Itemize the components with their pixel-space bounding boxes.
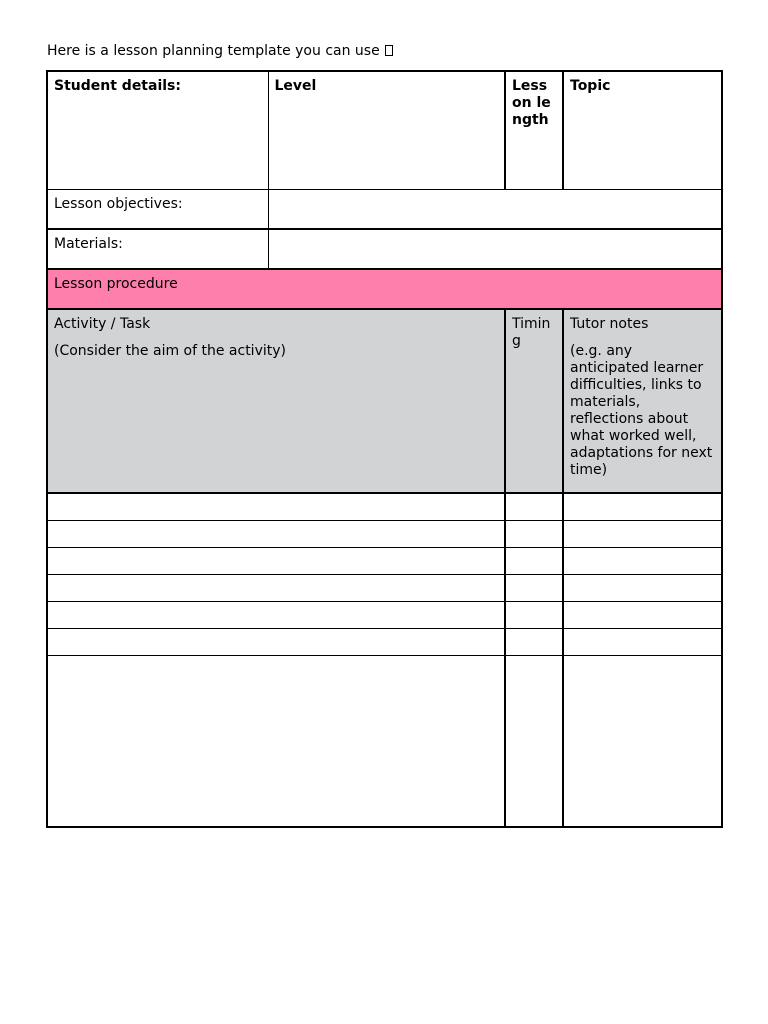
tutor-notes-input-cell[interactable] — [563, 601, 722, 628]
timing-input-cell[interactable] — [505, 574, 563, 601]
tutor-notes-input-cell[interactable] — [563, 547, 722, 574]
materials-label-cell — [47, 229, 268, 269]
activity-input-cell[interactable] — [47, 493, 505, 520]
student-details-cell[interactable] — [47, 71, 268, 189]
timing-input-cell[interactable] — [505, 547, 563, 574]
tutor-notes-note: (e.g. any anticipated learner difficulties, links to materials, reflections about what worked well, adaptations for next time) — [570, 343, 713, 478]
student-details-label: Student details: — [54, 78, 181, 94]
tutor-notes-header-cell — [563, 309, 722, 493]
procedure-band — [47, 269, 722, 309]
lesson-plan-table — [46, 70, 723, 828]
activity-header-cell — [47, 309, 505, 493]
activity-input-cell[interactable] — [47, 547, 505, 574]
timing-input-cell[interactable] — [505, 655, 563, 827]
procedure-row — [47, 547, 722, 574]
procedure-row — [47, 601, 722, 628]
activity-note: (Consider the aim of the activity) — [54, 343, 286, 359]
procedure-row — [47, 520, 722, 547]
activity-title: Activity / Task — [54, 316, 151, 332]
lesson-length-label: Lesson length — [512, 78, 551, 128]
activity-input-cell[interactable] — [47, 655, 505, 827]
tutor-notes-title: Tutor notes — [570, 316, 649, 332]
tutor-notes-input-cell[interactable] — [563, 655, 722, 827]
intro-label: Here is a lesson planning template you can use — [47, 43, 380, 59]
procedure-label: Lesson procedure — [54, 276, 178, 292]
header-row — [47, 71, 722, 189]
materials-row — [47, 229, 722, 269]
materials-input-cell[interactable] — [268, 229, 722, 269]
timing-input-cell[interactable] — [505, 628, 563, 655]
timing-input-cell[interactable] — [505, 601, 563, 628]
procedure-row-large — [47, 655, 722, 827]
activity-input-cell[interactable] — [47, 520, 505, 547]
topic-cell[interactable] — [563, 71, 722, 189]
level-cell[interactable] — [268, 71, 505, 189]
objectives-input-cell[interactable] — [268, 189, 722, 229]
materials-label: Materials: — [54, 236, 123, 252]
tutor-notes-input-cell[interactable] — [563, 493, 722, 520]
procedure-row — [47, 574, 722, 601]
missing-glyph-icon — [385, 45, 393, 56]
procedure-row — [47, 493, 722, 520]
lesson-length-cell[interactable] — [505, 71, 563, 189]
intro-text — [47, 42, 393, 60]
objectives-label: Lesson objectives: — [54, 195, 183, 212]
timing-input-cell[interactable] — [505, 520, 563, 547]
procedure-row — [47, 628, 722, 655]
activity-input-cell[interactable] — [47, 574, 505, 601]
activity-input-cell[interactable] — [47, 601, 505, 628]
procedure-band-row — [47, 269, 722, 309]
tutor-notes-input-cell[interactable] — [563, 628, 722, 655]
procedure-header-row — [47, 309, 722, 493]
tutor-notes-input-cell[interactable] — [563, 520, 722, 547]
tutor-notes-input-cell[interactable] — [563, 574, 722, 601]
timing-input-cell[interactable] — [505, 493, 563, 520]
objectives-row — [47, 189, 722, 229]
timing-title: Timing — [512, 316, 551, 349]
level-label: Level — [274, 78, 317, 94]
topic-label: Topic — [570, 78, 611, 94]
objectives-label-cell — [47, 189, 268, 229]
activity-input-cell[interactable] — [47, 628, 505, 655]
timing-header-cell — [505, 309, 563, 493]
